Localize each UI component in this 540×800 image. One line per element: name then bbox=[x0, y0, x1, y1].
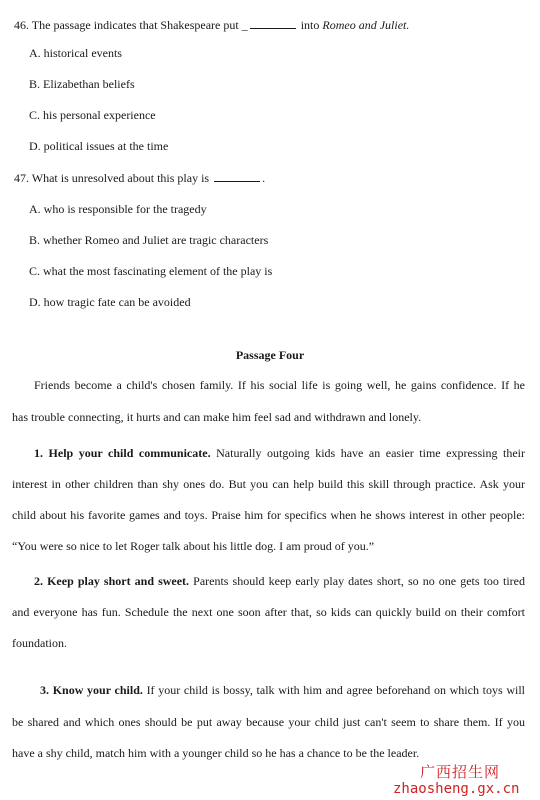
tip-1-heading: 1. Help your child communicate. bbox=[34, 446, 211, 460]
intro-line-1: Friends become a child's chosen family. If his social life is going well, he gains confidence. If he bbox=[34, 378, 525, 392]
tip-1-line-1 bbox=[34, 446, 525, 460]
q46-option-a: A. historical events bbox=[29, 46, 122, 60]
intro-line-2: has trouble connecting, it hurts and can make him feel sad and withdrawn and lonely. bbox=[12, 410, 422, 424]
question-47-suffix: . bbox=[262, 171, 266, 185]
tip-2-line-3: foundation. bbox=[12, 636, 67, 650]
tip-1-text: Naturally outgoing kids have an easier time expressing their bbox=[216, 446, 526, 460]
tip-1-line-4: “You were so nice to let Roger talk about his little dog. I am proud of you.” bbox=[12, 539, 375, 553]
q47-option-b: B. whether Romeo and Juliet are tragic characters bbox=[29, 233, 269, 247]
tip-3-line-2: be shared and which ones should be put away because your child just can't seem to share them. If you bbox=[12, 715, 525, 729]
tip-3-text: If your child is bossy, talk with him and agree beforehand on which toys will bbox=[146, 683, 525, 697]
q46-option-b: B. Elizabethan beliefs bbox=[29, 77, 135, 91]
watermark-domain: zhaosheng.gx.cn bbox=[393, 781, 520, 797]
tip-1-line-2: interest in other children than shy ones do. But you can help build this skill through practice. Ask your bbox=[12, 477, 525, 491]
q47-option-c: C. what the most fascinating element of the play is bbox=[29, 264, 273, 278]
question-46-prefix: 46. The passage indicates that Shakespeare put bbox=[14, 18, 239, 32]
tip-2-heading: 2. Keep play short and sweet. bbox=[34, 574, 190, 588]
q46-option-d: D. political issues at the time bbox=[29, 139, 169, 153]
tip-3-line-3: have a shy child, match him with a younger child so he has a chance to be the leader. bbox=[12, 746, 420, 760]
answer-blank bbox=[214, 171, 260, 182]
tip-2-text: Parents should keep early play dates short, so no one gets too tired bbox=[193, 574, 525, 588]
watermark-chinese: 广西招生网 bbox=[420, 763, 501, 781]
tip-3-line-1 bbox=[40, 683, 525, 697]
question-46-suffix: into bbox=[300, 18, 320, 32]
tip-2-line-1 bbox=[34, 574, 525, 588]
tip-3-heading: 3. Know your child. bbox=[40, 683, 143, 697]
tip-2-line-2: and everyone has fun. Schedule the next one soon after that, so kids can quickly build on their comfort bbox=[12, 605, 525, 619]
q47-option-a: A. who is responsible for the tragedy bbox=[29, 202, 207, 216]
question-46-stem bbox=[14, 18, 409, 32]
passage-title: Passage Four bbox=[235, 348, 305, 362]
answer-blank bbox=[250, 18, 296, 29]
q47-option-d: D. how tragic fate can be avoided bbox=[29, 295, 191, 309]
question-46-italic-title: Romeo and Juliet. bbox=[322, 18, 410, 32]
q46-option-c: C. his personal experience bbox=[29, 108, 156, 122]
question-46-blank: _ bbox=[242, 18, 298, 32]
tip-1-line-3: child about his favorite games and toys. Praise him for specifics when he shows interest in other people: bbox=[12, 508, 525, 522]
question-47-stem bbox=[14, 171, 265, 185]
question-47-prefix: 47. What is unresolved about this play is bbox=[14, 171, 210, 185]
